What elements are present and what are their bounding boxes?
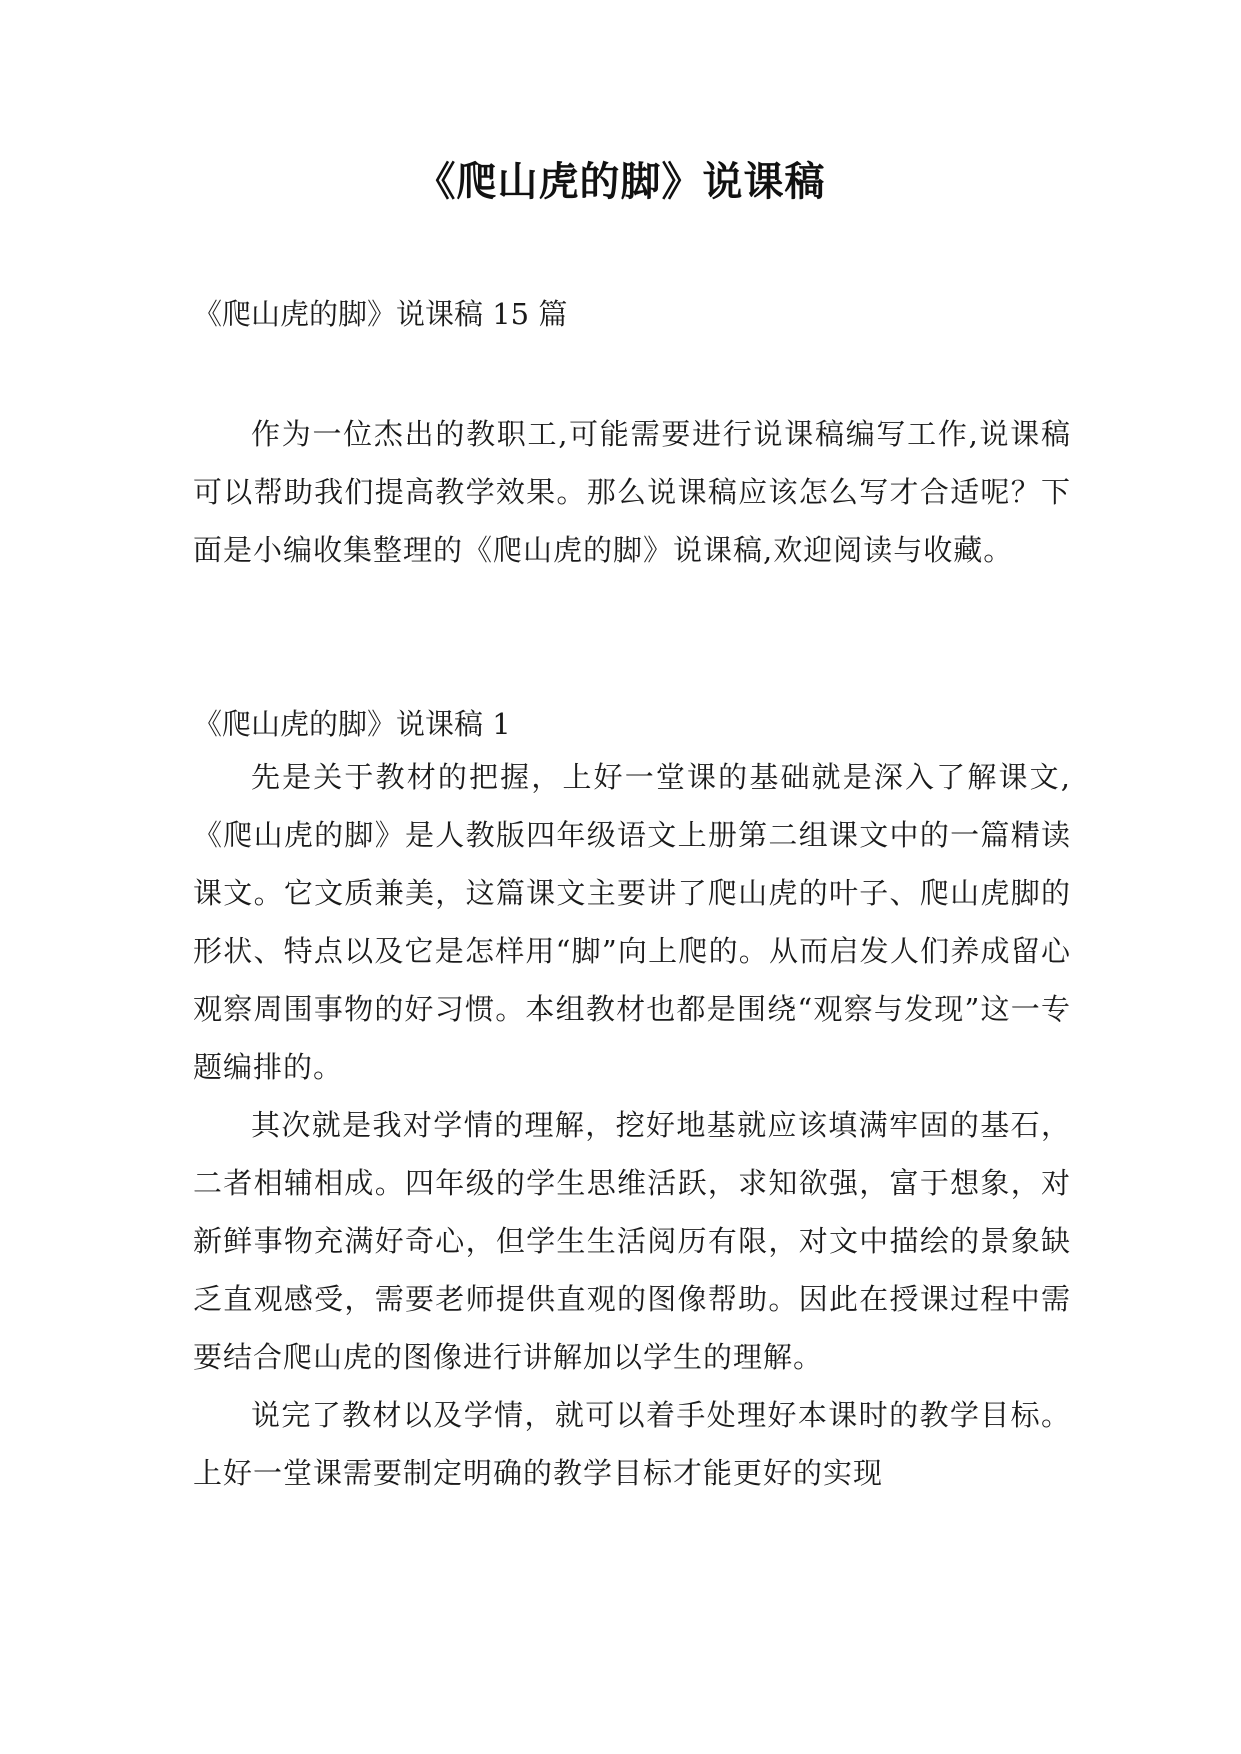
section-heading: 《爬山虎的脚》说课稿 1 [193,707,511,741]
document-subtitle: 《爬山虎的脚》说课稿 15 篇 [193,297,568,331]
section-paragraph: 先是关于教材的把握，上好一堂课的基础就是深入了解课文,《爬山虎的脚》是人教版四年级语文上册第二组课文中的一篇精读课文。它文质兼美，这篇课文主要讲了爬山虎的叶子、爬山虎脚的形状、特点以及它是怎样用“脚”向上爬的。从而启发人们养成留心观察周围事物的好习惯。本组教材也都是围绕“观察与发现”这一专题编排的。 [193,760,1071,1084]
intro-block [193,405,1071,579]
intro-paragraph: 作为一位杰出的教职工,可能需要进行说课稿编写工作,说课稿可以帮助我们提高教学效果。那么说课稿应该怎么写才合适呢？下面是小编收集整理的《爬山虎的脚》说课稿,欢迎阅读与收藏。 [193,417,1071,567]
section-paragraph: 其次就是我对学情的理解，挖好地基就应该填满牢固的基石，二者相辅相成。四年级的学生思维活跃，求知欲强，富于想象，对新鲜事物充满好奇心，但学生生活阅历有限，对文中描绘的景象缺乏直观感受，需要老师提供直观的图像帮助。因此在授课过程中需要结合爬山虎的图像进行讲解加以学生的理解。 [193,1108,1071,1374]
section-paragraph: 说完了教材以及学情，就可以着手处理好本课时的教学目标。上好一堂课需要制定明确的教学目标才能更好的实现 [193,1398,1071,1490]
document-title: 《爬山虎的脚》说课稿 [415,159,826,205]
section-body [193,748,1071,1502]
